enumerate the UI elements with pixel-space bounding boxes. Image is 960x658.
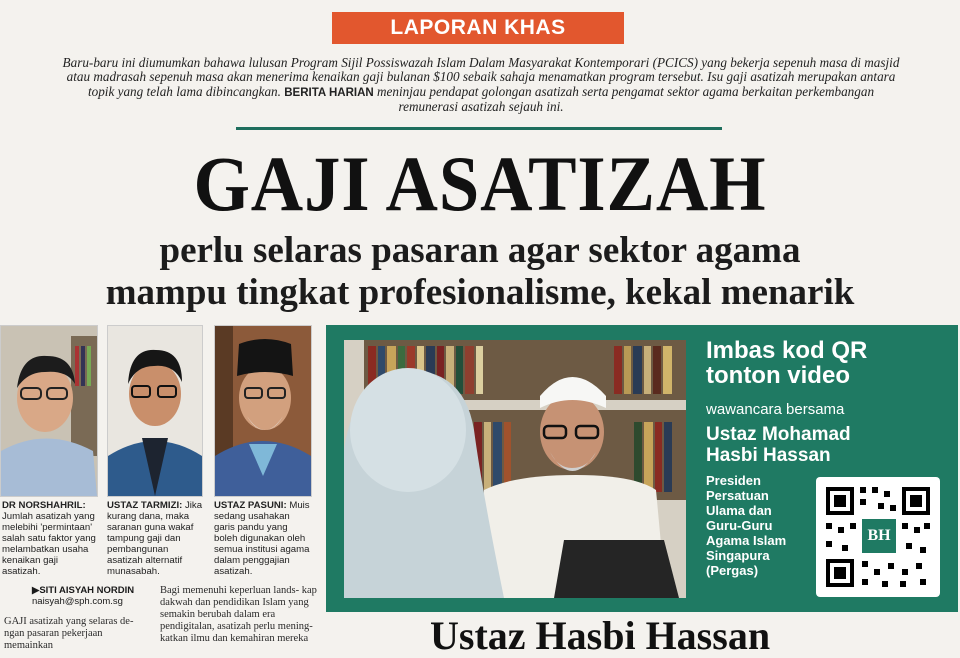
- caption-dr-norshahril: [2, 500, 98, 577]
- portrait-ustaz-pasuni: [214, 325, 312, 497]
- caption-name: USTAZ PASUNI:: [214, 500, 287, 511]
- byline-author: SITI AISYAH NORDIN: [39, 585, 135, 596]
- caption-text: Jika kurang dana, maka saranan guna wakaf tampung gaji dan pembangunan asatizah alternatif munasabah.: [107, 500, 203, 577]
- subheadline-line-2: mampu tingkat profesionalisme, kekal menarik: [105, 272, 855, 313]
- intro-paragraph: [60, 56, 902, 115]
- caption-name: DR NORSHAHRIL:: [2, 500, 86, 511]
- caption-ustaz-pasuni: [214, 500, 312, 577]
- qr-panel-name: Ustaz Mohamad Hasbi Hassan: [706, 424, 851, 466]
- byline: ▶SITI AISYAH NORDIN naisyah@sph.com.sg: [32, 585, 135, 607]
- section-banner: [332, 12, 624, 44]
- caption-ustaz-tarmizi: [107, 500, 203, 577]
- intro-brand: BERITA HARIAN: [284, 86, 374, 99]
- article-subheading-cropped: Ustaz Hasbi Hassan: [430, 613, 771, 658]
- bh-logo: BH: [867, 527, 891, 544]
- body-column-1: GAJI asatizah yang selaras de- ngan pasaran pekerjaan memainkan: [4, 616, 134, 651]
- subheadline: [0, 230, 960, 314]
- caption-text: Muis sedang usahakan garis pandu yang boleh digunakan oleh semua institusi agama dalam penggajian asatizah.: [214, 500, 310, 577]
- byline-email: naisyah@sph.com.sg: [32, 596, 123, 607]
- intro-text-after: meninjau pendapat golongan asatizah serta pengamat sektor agama berkaitan perkembangan remunerasi asatizah sejauh ini.: [373, 83, 875, 115]
- qr-panel-title: Imbas kod QR tonton video: [706, 337, 868, 389]
- video-still-image: [344, 340, 686, 598]
- caption-name: USTAZ TARMIZI:: [107, 500, 183, 511]
- intro-text-before: Baru-baru ini diumumkan bahawa lulusan Program Sijil Possiswazah Islam Dalam Masyarakat Kontemporari (PCICS) yang bekerja sepenuh masa di masjid atau madrasah sepenuh masa akan menerima kenaikan gaji bulanan $100 sebaik sahaja menamatkan program tersebut. Isu gaji asatizah merupakan antara topik yang telah lama dibincangkan.: [62, 55, 900, 99]
- qr-panel-role: Presiden Persatuan Ulama dan Guru-Guru Agama Islam Singapura (Pergas): [706, 473, 787, 578]
- divider-rule: [236, 127, 722, 130]
- caption-text: Jumlah asatizah yang melebihi 'permintaan' salah satu faktor yang melambatkan usaha kenaikan gaji asatizah.: [2, 511, 96, 577]
- qr-code[interactable]: [816, 477, 940, 597]
- portrait-dr-norshahril: [0, 325, 98, 497]
- subheadline-line-1: perlu selaras pasaran agar sektor agama: [159, 230, 801, 271]
- portrait-ustaz-tarmizi: [107, 325, 203, 497]
- banner-label: LAPORAN KHAS: [390, 16, 566, 39]
- headline: GAJI ASATIZAH: [193, 140, 767, 227]
- body-column-2: Bagi memenuhi keperluan lands- kap dakwah dan pendidikan Islam yang semakin berubah dalam era pendigitalan, asatizah perlu mening- katkan ilmu dan kemahiran mereka: [160, 585, 317, 644]
- qr-panel-subtitle: wawancara bersama: [706, 401, 845, 418]
